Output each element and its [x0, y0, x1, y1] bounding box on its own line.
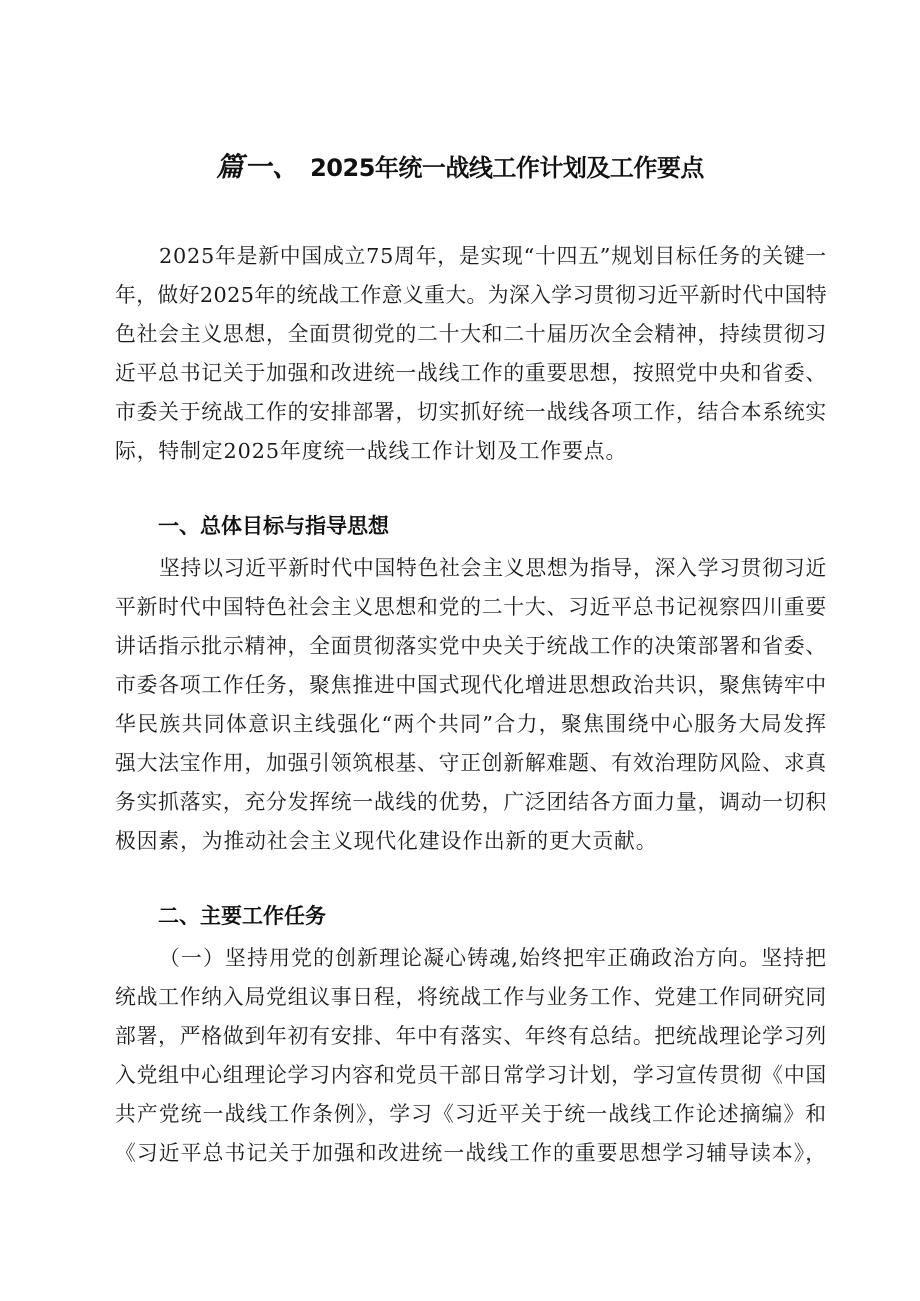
section2-line: 共产党统一战线工作条例》，学习《习近平关于统一战线工作论述摘编》和 — [115, 1102, 827, 1126]
section1-line: 强大法宝作用，加强引领筑根基、守正创新解难题、有效治理防风险、求真 — [115, 751, 827, 775]
section-heading-1: 一、总体目标与指导思想 — [158, 514, 389, 538]
section1-line: 讲话指示批示精神，全面贯彻落实党中央关于统战工作的决策部署和省委、 — [115, 634, 827, 658]
section2-line: 入党组中心组理论学习内容和党员干部日常学习计划，学习宣传贯彻《中国 — [115, 1063, 827, 1087]
section1-line: 极因素，为推动社会主义现代化建设作出新的更大贡献。 — [115, 829, 658, 853]
section1-line: 坚持以习近平新时代中国特色社会主义思想为指导，深入学习贯彻习近 — [159, 556, 827, 580]
section1-paragraph — [115, 549, 827, 861]
section1-line: 华民族共同体意识主线强化“两个共同”合力，聚焦围绕中心服务大局发挥 — [115, 712, 827, 736]
title-prefix: 篇一、 — [216, 152, 301, 183]
intro-line: 年，做好2025年的统战工作意义重大。为深入学习贯彻习近平新时代中国特 — [115, 283, 828, 307]
section1-line: 市委各项工作任务，聚焦推进中国式现代化增进思想政治共识，聚焦铸牢中 — [115, 673, 827, 697]
section2-line: （一）坚持用党的创新理论凝心铸魂,始终把牢正确政治方向。坚持把 — [159, 946, 827, 970]
title-main: 2025年统一战线工作计划及工作要点 — [310, 154, 704, 182]
section1-line: 平新时代中国特色社会主义思想和党的二十大、习近平总书记视察四川重要 — [115, 595, 827, 619]
section2-line: 部署，严格做到年初有安排、年中有落实、年终有总结。把统战理论学习列 — [115, 1024, 827, 1048]
intro-line: 2025年是新中国成立75周年，是实现“十四五”规划目标任务的关键一 — [159, 244, 827, 268]
section-heading-2: 二、主要工作任务 — [158, 904, 326, 928]
intro-line: 市委关于统战工作的安排部署，切实抓好统一战线各项工作，结合本系统实 — [115, 400, 827, 424]
intro-line: 色社会主义思想，全面贯彻党的二十大和二十届历次全会精神，持续贯彻习 — [115, 322, 827, 346]
intro-line: 际，特制定2025年度统一战线工作计划及工作要点。 — [115, 439, 628, 463]
section2-line: 《习近平总书记关于加强和改进统一战线工作的重要思想学习辅导读本》， — [115, 1141, 827, 1165]
section1-line: 务实抓落实，充分发挥统一战线的优势，广泛团结各方面力量，调动一切积 — [115, 790, 827, 814]
document-title — [0, 150, 920, 186]
intro-paragraph — [115, 237, 827, 471]
intro-line: 近平总书记关于加强和改进统一战线工作的重要思想，按照党中央和省委、 — [115, 361, 827, 385]
section2-paragraph — [115, 939, 827, 1173]
section2-line: 统战工作纳入局党组议事日程，将统战工作与业务工作、党建工作同研究同 — [115, 985, 827, 1009]
